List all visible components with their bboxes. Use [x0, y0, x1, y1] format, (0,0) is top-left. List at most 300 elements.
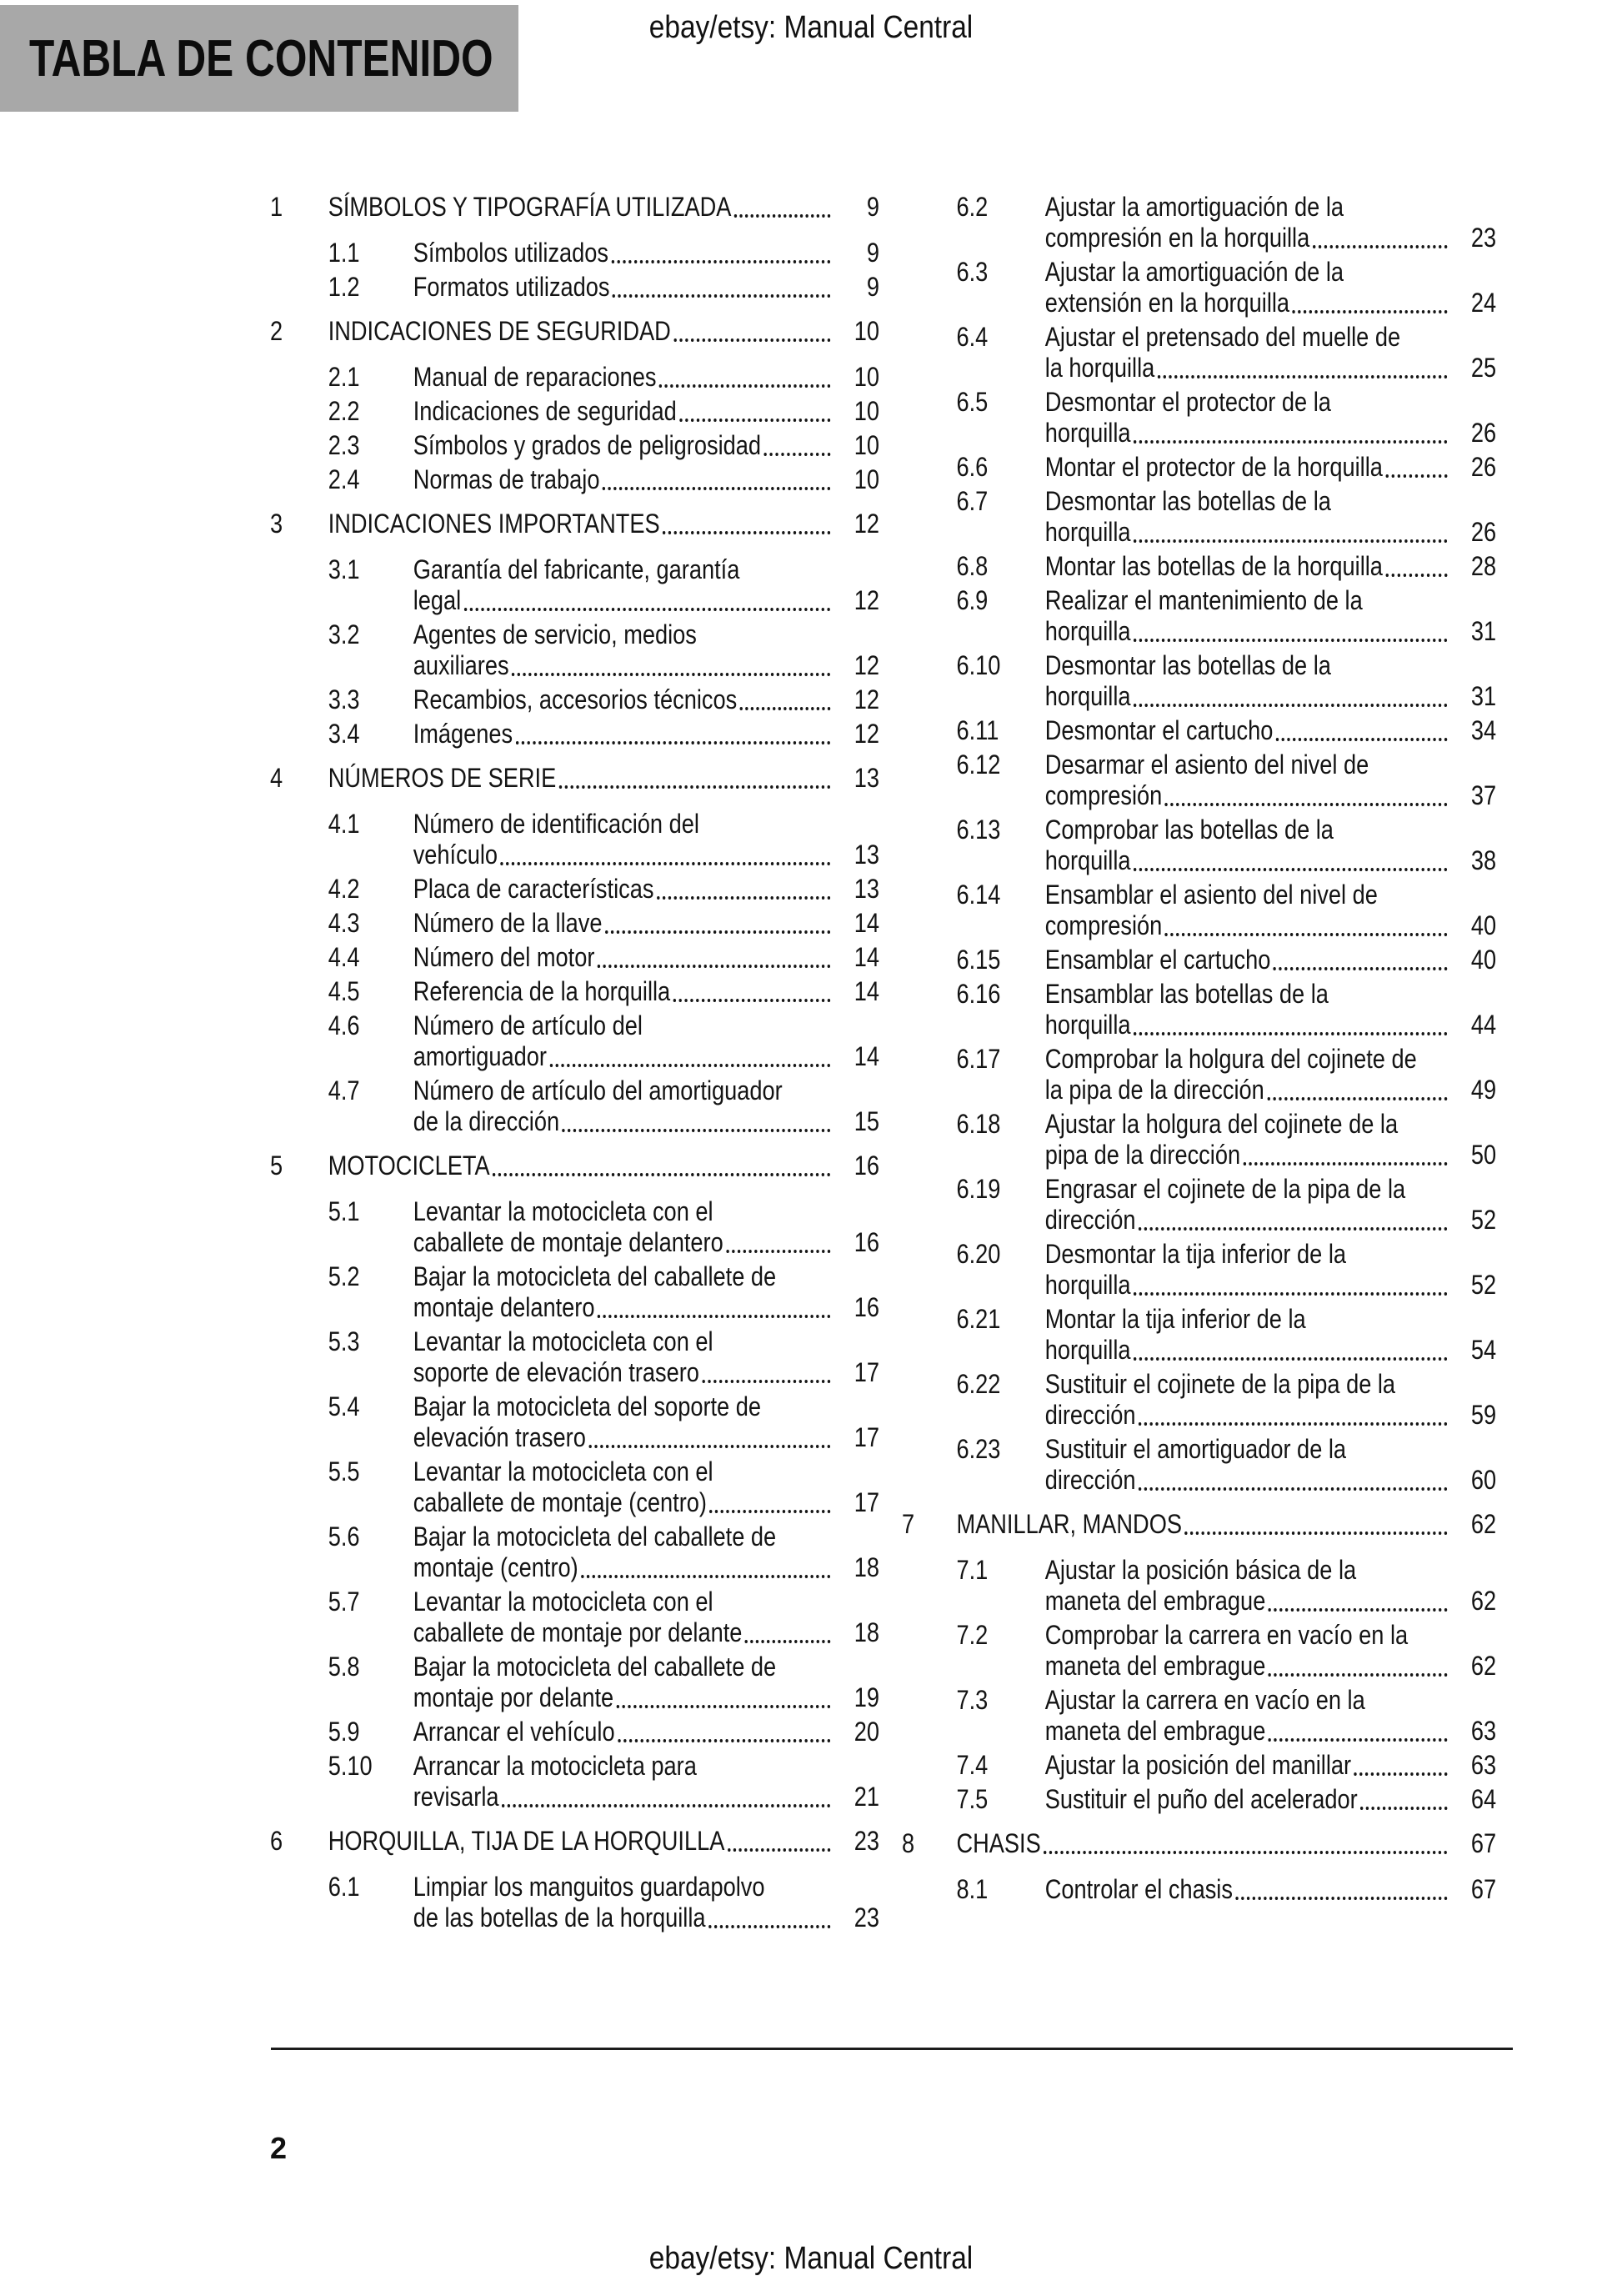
toc-entry-number: 5.1	[328, 1196, 360, 1226]
toc-entry-title-text: Montar las botellas de la horquilla	[1044, 551, 1383, 581]
dot-leader	[581, 1575, 830, 1578]
toc-entry	[902, 192, 1496, 253]
toc-entry-title-line	[328, 316, 879, 347]
toc-entry-body	[413, 430, 879, 461]
toc-entry-page: 44	[1470, 1010, 1497, 1040]
toc-entry-title-line	[1045, 1784, 1496, 1815]
toc-entry-page: 17	[854, 1487, 879, 1517]
toc-entry-page: 15	[854, 1106, 879, 1136]
dot-leader	[611, 260, 830, 263]
dot-leader	[679, 419, 830, 422]
toc-entry	[902, 979, 1496, 1040]
footer-rule	[271, 2048, 1513, 2050]
toc-entry-body	[1045, 880, 1496, 941]
toc-entry-title-text: horquilla	[1044, 1010, 1131, 1040]
toc-entry-body	[1045, 1784, 1496, 1815]
dot-leader	[1134, 1032, 1448, 1035]
toc-entry-title-line	[1045, 585, 1496, 616]
toc-entry-number: 3	[270, 509, 283, 539]
toc-entry-title-text: Número de identificación del	[413, 809, 699, 839]
dot-leader	[728, 1848, 831, 1852]
dot-leader	[1044, 1851, 1447, 1854]
toc-entry-title-text: NÚMEROS DE SERIE	[328, 763, 557, 793]
toc-entry-page: 10	[854, 362, 879, 392]
toc-entry-title-text: Desmontar las botellas de la	[1044, 486, 1331, 516]
toc-entry-title-line	[413, 1652, 879, 1682]
toc-entry-title-text: Ajustar la posición del manillar	[1044, 1750, 1352, 1780]
toc-entry-page: 21	[854, 1782, 879, 1812]
toc-entry-body	[1045, 452, 1496, 483]
toc-entry-title-text: auxiliares	[413, 650, 509, 680]
toc-entry-number: 5.6	[328, 1521, 360, 1552]
toc-entry-title-line	[1045, 1239, 1496, 1270]
toc-entry-title-text: Levantar la motocicleta con el	[413, 1326, 713, 1356]
toc-entry-page: 13	[854, 763, 879, 793]
toc-entry-page: 9	[866, 192, 879, 222]
toc-entry-title-text: Arrancar el vehículo	[413, 1717, 615, 1747]
dot-leader	[745, 1640, 831, 1643]
toc-entry-number: 6.17	[956, 1044, 1001, 1074]
toc-entry	[270, 684, 879, 715]
toc-entry-title-line	[413, 1106, 879, 1137]
toc-entry-page: 14	[854, 908, 879, 938]
toc-entry-body	[413, 1075, 879, 1137]
toc-entry-body	[1045, 749, 1496, 811]
toc-entry-page: 13	[854, 874, 879, 904]
dot-leader	[1360, 1807, 1447, 1810]
dot-leader	[1134, 868, 1448, 871]
toc-entry-title-text: horquilla	[1044, 418, 1131, 448]
dot-leader	[1184, 1532, 1447, 1535]
toc-entry-title-line	[413, 1552, 879, 1583]
toc-entry-page: 26	[1470, 418, 1497, 448]
toc-entry	[270, 1456, 879, 1518]
toc-entry-page: 31	[1470, 681, 1497, 711]
toc-entry-number: 1	[270, 192, 283, 222]
toc-entry-title-line	[1045, 1369, 1496, 1400]
toc-entry-page: 23	[1470, 223, 1497, 253]
toc-entry-body	[1045, 551, 1496, 582]
page-header-banner	[0, 5, 518, 112]
dot-leader	[493, 1173, 830, 1176]
toc-entry-title-text: la pipa de la dirección	[1044, 1075, 1264, 1105]
toc-entry-number: 6.1	[328, 1872, 360, 1902]
toc-entry	[270, 1751, 879, 1812]
toc-entry	[270, 1587, 879, 1648]
dot-leader	[1165, 803, 1448, 806]
toc-entry-page: 38	[1470, 845, 1497, 875]
toc-entry-number: 2.2	[328, 396, 360, 426]
toc-entry-title-line	[328, 1151, 879, 1181]
toc-entry-title-text: compresión	[1044, 780, 1163, 810]
toc-entry	[270, 1391, 879, 1453]
toc-entry-page: 10	[854, 430, 879, 460]
toc-entry-body	[413, 1326, 879, 1388]
toc-entry-title-text: montaje delantero	[413, 1292, 595, 1322]
toc-entry-title-text: Desmontar el cartucho	[1044, 715, 1274, 745]
dot-leader	[617, 1705, 831, 1708]
toc-entry-page: 26	[1470, 517, 1497, 547]
toc-entry	[270, 1010, 879, 1072]
dot-leader	[549, 1064, 830, 1067]
toc-entry-body	[1045, 486, 1496, 548]
toc-entry-title-line	[413, 650, 879, 681]
toc-entry-page: 62	[1470, 1586, 1497, 1616]
toc-entry-page: 52	[1470, 1205, 1497, 1235]
toc-entry-number: 6.11	[956, 715, 999, 745]
toc-entry	[270, 908, 879, 939]
toc-entry-title-line	[413, 396, 879, 427]
toc-entry-number: 1.2	[328, 272, 360, 302]
toc-entry	[270, 1326, 879, 1388]
toc-entry-title-line	[1045, 945, 1496, 975]
toc-entry-body	[413, 874, 879, 905]
toc-entry-title-text: maneta del embrague	[1044, 1586, 1266, 1616]
toc-entry-title-line	[413, 1261, 879, 1292]
toc-entry-page: 54	[1470, 1335, 1497, 1365]
toc-entry-title-line	[413, 1422, 879, 1453]
toc-entry-title-text: HORQUILLA, TIJA DE LA HORQUILLA	[328, 1826, 725, 1856]
toc-entry-title-text: de la dirección	[413, 1106, 560, 1136]
dot-leader	[1313, 245, 1448, 248]
toc-entry	[270, 1521, 879, 1583]
toc-entry-number: 6.20	[956, 1239, 1001, 1269]
toc-entry-page: 10	[854, 464, 879, 494]
toc-entry-title-text: horquilla	[1044, 845, 1131, 875]
toc-entry-title-line	[1045, 715, 1496, 746]
dot-leader	[1139, 1487, 1448, 1491]
toc-entry-body	[413, 1717, 879, 1747]
toc-entry-title-line	[413, 1010, 879, 1041]
toc-entry-title-text: montaje por delante	[413, 1682, 614, 1712]
toc-entry-number: 6.23	[956, 1434, 1001, 1464]
toc-entry-page: 16	[854, 1227, 879, 1257]
toc-entry	[902, 1620, 1496, 1682]
toc-entry-body	[413, 942, 879, 973]
toc-entry-title-text: elevación trasero	[413, 1422, 586, 1452]
toc-entry-number: 4.3	[328, 908, 360, 938]
toc-entry-number: 5.7	[328, 1587, 360, 1617]
toc-entry-number: 4.2	[328, 874, 360, 904]
toc-entry-body	[1045, 322, 1496, 384]
toc-entry-title-text: MANILLAR, MANDOS	[956, 1509, 1182, 1539]
toc-entry	[902, 452, 1496, 483]
dot-leader	[1276, 738, 1448, 741]
dot-leader	[516, 741, 831, 744]
toc-column-left	[270, 192, 879, 1937]
dot-leader	[1385, 574, 1447, 577]
toc-entry-title-line	[1045, 845, 1496, 876]
toc-entry-body	[328, 509, 879, 539]
toc-entry-title-text: maneta del embrague	[1044, 1716, 1266, 1746]
toc-entry-body	[1045, 1434, 1496, 1496]
toc-entry-title-text: Número de artículo del	[413, 1010, 643, 1040]
dot-leader	[464, 608, 831, 611]
toc-entry-title-text: caballete de montaje por delante	[413, 1617, 743, 1647]
toc-entry	[270, 464, 879, 495]
dot-leader	[1134, 704, 1448, 707]
toc-entry-body	[1045, 1874, 1496, 1905]
toc-entry	[270, 192, 879, 223]
toc-entry-page: 9	[866, 272, 879, 302]
toc-entry-title-text: Bajar la motocicleta del caballete de	[413, 1652, 777, 1682]
toc-entry-page: 34	[1470, 715, 1497, 745]
toc-entry-body	[413, 272, 879, 303]
toc-entry	[902, 387, 1496, 449]
toc-entry-title-text: pipa de la dirección	[1044, 1140, 1241, 1170]
toc-entry-page: 12	[854, 585, 879, 615]
toc-entry-title-text: Montar el protector de la horquilla	[1044, 452, 1383, 482]
toc-entry-title-text: SÍMBOLOS Y TIPOGRAFÍA UTILIZADA	[328, 192, 732, 222]
toc-entry-title-line	[1045, 1750, 1496, 1781]
toc-entry	[902, 815, 1496, 876]
toc-entry	[270, 430, 879, 461]
toc-entry-number: 4.6	[328, 1010, 360, 1040]
toc-entry-title-line	[1045, 257, 1496, 288]
toc-entry-title-line	[1045, 1685, 1496, 1716]
toc-entry-title-text: Comprobar la carrera en vacío en la	[1044, 1620, 1409, 1650]
toc-entry	[270, 1196, 879, 1258]
toc-entry-title-line	[1045, 1304, 1496, 1335]
toc-entry-title-text: Número de artículo del amortiguador	[413, 1075, 783, 1105]
dot-leader	[598, 1315, 831, 1318]
toc-entry-body	[1045, 1369, 1496, 1431]
toc-entry-body	[1045, 1685, 1496, 1747]
dot-leader	[1243, 1162, 1447, 1166]
toc-entry-number: 7.1	[956, 1555, 989, 1585]
toc-entry-title-line	[1045, 223, 1496, 253]
toc-entry-title-text: Levantar la motocicleta con el	[413, 1587, 713, 1617]
toc-entry-title-text: Levantar la motocicleta con el	[413, 1196, 713, 1226]
dot-leader	[708, 1925, 830, 1928]
toc-entry-title-text: Sustituir el amortiguador de la	[1044, 1434, 1347, 1464]
dot-leader	[1269, 1673, 1448, 1677]
toc-entry	[902, 880, 1496, 941]
toc-entry-number: 4.4	[328, 942, 360, 972]
dot-leader	[562, 1129, 830, 1132]
toc-entry-number: 3.4	[328, 719, 360, 749]
toc-entry-body	[413, 1751, 879, 1812]
toc-entry-number: 6.16	[956, 979, 1001, 1009]
toc-entry-title-text: Bajar la motocicleta del caballete de	[413, 1261, 777, 1291]
toc-entry	[902, 1555, 1496, 1617]
toc-entry-number: 3.1	[328, 554, 360, 584]
dot-leader	[1235, 1897, 1447, 1900]
toc-entry	[270, 809, 879, 870]
toc-entry-number: 3.3	[328, 684, 360, 714]
toc-entry-page: 64	[1470, 1784, 1497, 1814]
toc-entry-title-line	[1045, 1044, 1496, 1075]
toc-entry-body	[1045, 979, 1496, 1040]
toc-entry-body	[1045, 192, 1496, 253]
toc-entry-body	[413, 1521, 879, 1583]
toc-entry-title-line	[413, 1682, 879, 1713]
toc-entry-number: 7.3	[956, 1685, 989, 1715]
toc-entry	[902, 551, 1496, 582]
toc-entry-title-text: Imágenes	[413, 719, 513, 749]
toc-entry-page: 13	[854, 840, 879, 870]
toc-entry-title-line	[1045, 551, 1496, 582]
toc-entry-body	[1045, 1750, 1496, 1781]
dot-leader	[702, 1380, 830, 1383]
toc-entry	[902, 257, 1496, 318]
toc-entry-title-line	[1045, 1174, 1496, 1205]
toc-entry-title-text: dirección	[1044, 1400, 1136, 1430]
toc-entry-title-text: Levantar la motocicleta con el	[413, 1456, 713, 1486]
toc-entry-number: 5.5	[328, 1456, 360, 1486]
toc-entry-body	[1045, 1555, 1496, 1617]
toc-entry-number: 4.7	[328, 1075, 360, 1105]
toc-entry-page: 67	[1470, 1828, 1497, 1858]
toc-entry-page: 20	[854, 1717, 879, 1747]
toc-entry-title-line	[328, 509, 879, 539]
toc-entry-title-line	[1045, 1270, 1496, 1301]
toc-entry-number: 7.4	[956, 1750, 989, 1780]
toc-entry-title-text: Ajustar la amortiguación de la	[1044, 192, 1344, 222]
toc-entry-title-line	[1045, 1335, 1496, 1366]
toc-entry-page: 17	[854, 1357, 879, 1387]
toc-entry-body	[1045, 650, 1496, 712]
toc-entry	[270, 619, 879, 681]
toc-entry-title-text: maneta del embrague	[1044, 1651, 1266, 1681]
toc-entry-page: 14	[854, 1041, 879, 1071]
toc-entry-title-text: vehículo	[413, 840, 498, 870]
toc-entry-title-text: Desmontar el protector de la	[1044, 387, 1331, 417]
toc-entry-title-text: Referencia de la horquilla	[413, 976, 671, 1006]
toc-entry-title-text: horquilla	[1044, 1335, 1131, 1365]
toc-entry	[902, 585, 1496, 647]
toc-entry-title-line	[413, 1456, 879, 1487]
toc-entry-number: 5.8	[328, 1652, 360, 1682]
toc-entry-title-line	[413, 1617, 879, 1648]
dot-leader	[1158, 375, 1448, 378]
toc-entry-number: 6.2	[956, 192, 989, 222]
toc-entry-number: 6.18	[956, 1109, 1001, 1139]
toc-entry-title-line	[328, 192, 879, 223]
toc-entry-body	[413, 1456, 879, 1518]
toc-entry-body	[1045, 945, 1496, 975]
toc-entry-body	[328, 316, 879, 347]
toc-entry-title-text: amortiguador	[413, 1041, 547, 1071]
toc-entry-number: 6.4	[956, 322, 989, 352]
toc-entry-number: 6.6	[956, 452, 989, 482]
toc-entry-title-line	[413, 1717, 879, 1747]
toc-entry-title-line	[413, 430, 879, 461]
toc-entry-title-line	[1045, 353, 1496, 384]
toc-entry-title-line	[413, 840, 879, 870]
toc-entry-title-text: INDICACIONES DE SEGURIDAD	[328, 316, 671, 346]
toc-entry	[270, 1075, 879, 1137]
dot-leader	[605, 930, 830, 934]
toc-entry-title-line	[1045, 192, 1496, 223]
toc-entry	[270, 976, 879, 1007]
toc-entry-title-text: compresión	[1044, 910, 1163, 940]
toc-entry-body	[1045, 387, 1496, 449]
toc-entry-title-line	[413, 1751, 879, 1782]
toc-entry-title-line	[956, 1828, 1496, 1859]
toc-entry-page: 67	[1470, 1874, 1497, 1904]
toc-entry-title-text: Sustituir el puño del acelerador	[1044, 1784, 1358, 1814]
toc-entry-title-line	[413, 1872, 879, 1902]
toc-entry-title-text: extensión en la horquilla	[1044, 288, 1290, 318]
dot-leader	[1165, 933, 1448, 936]
toc-entry-title-text: INDICACIONES IMPORTANTES	[328, 509, 660, 539]
toc-entry	[270, 272, 879, 303]
toc-entry-title-line	[413, 238, 879, 268]
toc-entry-number: 4	[270, 763, 283, 793]
dot-leader	[1134, 1357, 1448, 1361]
toc-entry	[270, 942, 879, 973]
toc-entry-title-line	[1045, 979, 1496, 1010]
toc-entry-body	[413, 362, 879, 393]
dot-leader	[1139, 1227, 1448, 1231]
toc-entry	[902, 1685, 1496, 1747]
toc-column-right	[902, 192, 1496, 1908]
toc-entry-title-line	[1045, 616, 1496, 647]
toc-entry-page: 14	[854, 976, 879, 1006]
toc-entry	[902, 1304, 1496, 1366]
toc-entry-title-line	[1045, 452, 1496, 483]
toc-entry-body	[413, 1587, 879, 1648]
toc-entry-page: 14	[854, 942, 879, 972]
toc-entry-title-line	[1045, 1010, 1496, 1040]
toc-entry-title-text: Agentes de servicio, medios	[413, 619, 697, 649]
toc-entry-body	[413, 1261, 879, 1323]
toc-entry-title-line	[413, 1391, 879, 1422]
dot-leader	[1354, 1772, 1447, 1776]
toc-entry-title-line	[1045, 1400, 1496, 1431]
toc-entry-number: 7.2	[956, 1620, 989, 1650]
toc-entry-number: 4.5	[328, 976, 360, 1006]
toc-entry-title-text: Bajar la motocicleta del caballete de	[413, 1521, 777, 1552]
toc-entry-title-text: Controlar el chasis	[1044, 1874, 1233, 1904]
toc-entry-title-line	[1045, 1716, 1496, 1747]
toc-entry-title-text: Ajustar el pretensado del muelle de	[1044, 322, 1401, 352]
toc-entry-title-text: Engrasar el cojinete de la pipa de la	[1044, 1174, 1406, 1204]
toc-entry-number: 6.7	[956, 486, 989, 516]
toc-entry-title-line	[413, 1521, 879, 1552]
toc-entry-body	[413, 396, 879, 427]
toc-entry-title-text: Recambios, accesorios técnicos	[413, 684, 738, 714]
toc-entry	[902, 322, 1496, 384]
toc-entry-number: 4.1	[328, 809, 360, 839]
toc-entry-body	[413, 1391, 879, 1453]
toc-entry-title-line	[1045, 1651, 1496, 1682]
toc-entry-title-line	[413, 554, 879, 585]
dot-leader	[726, 1250, 830, 1253]
toc-entry-title-line	[413, 874, 879, 905]
toc-entry	[270, 1717, 879, 1747]
toc-entry-title-line	[413, 942, 879, 973]
toc-entry-title-text: revisarla	[413, 1782, 499, 1812]
toc-entry-number: 6.8	[956, 551, 989, 581]
toc-entry-body	[413, 908, 879, 939]
toc-entry-number: 6.19	[956, 1174, 1001, 1204]
toc-entry-title-text: dirección	[1044, 1465, 1136, 1495]
toc-entry	[270, 1652, 879, 1713]
toc-entry-number: 3.2	[328, 619, 360, 649]
toc-entry	[270, 1872, 879, 1933]
toc-entry-title-text: CHASIS	[956, 1828, 1041, 1858]
toc-entry-body	[413, 1010, 879, 1072]
toc-entry-body	[413, 1196, 879, 1258]
toc-entry	[270, 719, 879, 749]
dot-leader	[512, 673, 830, 676]
toc-entry-title-text: Indicaciones de seguridad	[413, 396, 677, 426]
dot-leader	[1134, 1292, 1448, 1296]
toc-entry-page: 28	[1470, 551, 1497, 581]
toc-entry-page: 16	[854, 1151, 879, 1181]
